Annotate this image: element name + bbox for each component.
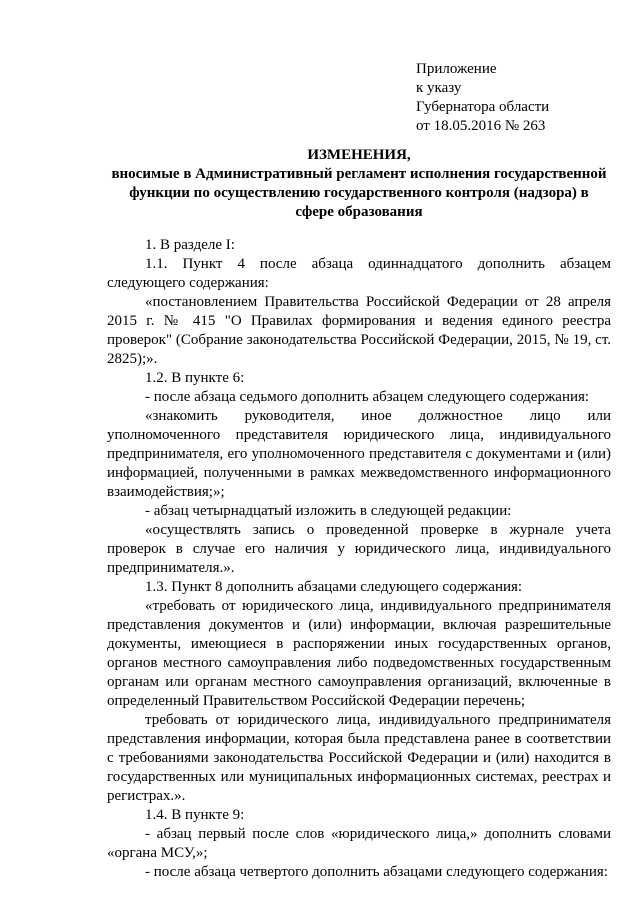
paragraph: - после абзаца четвертого дополнить абзацами следующего содержания: — [145, 864, 608, 880]
section-heading: 1. В разделе I: — [145, 237, 235, 253]
appendix-line: Губернатора области — [416, 99, 550, 115]
paragraph: «знакомить руководителя, иное должностное лицо или уполномоченного представителя юридического лица, индивидуального предпринимателя, его уполномоченного представителя с документами и (или) информацией, полученными в рамках межведомственного информационного взаимодействия;»; — [107, 408, 611, 500]
paragraph: - абзац четырнадцатый изложить в следующей редакции: — [145, 503, 512, 519]
paragraph: - абзац первый после слов «юридического лица,» дополнить словами «органа МСУ,»; — [107, 826, 611, 861]
document-body — [107, 236, 611, 882]
paragraph: 1.3. Пункт 8 дополнить абзацами следующего содержания: — [145, 579, 523, 595]
paragraph: 1.4. В пункте 9: — [145, 807, 245, 823]
document-title — [100, 146, 618, 222]
paragraph: - после абзаца седьмого дополнить абзацем следующего содержания: — [145, 389, 590, 405]
paragraph: «требовать от юридического лица, индивидуального предпринимателя представления документов и (или) информации, включая разрешительные документы, имеющиеся в распоряжении иных государственных органов, органов местного самоуправления либо подведомственных государственным органам или органам местного самоуправления организаций, включенные в определенный Правительством Российской Федерации перечень; — [107, 598, 611, 709]
title-line: ИЗМЕНЕНИЯ, — [307, 147, 411, 163]
title-line: вносимые в Административный регламент исполнения государственной — [111, 166, 607, 182]
title-line: сфере образования — [295, 204, 423, 220]
title-line: функции по осуществлению государственного контроля (надзора) в — [129, 185, 589, 201]
paragraph: требовать от юридического лица, индивидуального предпринимателя представления информации, которая была представлена ранее в соответствии с требованиями законодательства Российской Федерации и (или) находится в государственных или муниципальных информационных системах, реестрах и регистрах.». — [107, 712, 611, 804]
appendix-date-number: от 18.05.2016 № 263 — [416, 118, 546, 134]
appendix-line: Приложение — [416, 61, 497, 77]
paragraph: «осуществлять запись о проведенной проверке в журнале учета проверок в случае его наличия у юридического лица, индивидуального предпринимателя.». — [107, 522, 611, 576]
appendix-block — [416, 60, 616, 136]
paragraph: 1.2. В пункте 6: — [145, 370, 245, 386]
appendix-line: к указу — [416, 80, 462, 96]
paragraph: «постановлением Правительства Российской Федерации от 28 апреля 2015 г. № 415 "О Правилах формирования и ведения единого реестра проверок" (Собрание законодательства Российской Федерации, 2015, № 19, ст. 2825);». — [107, 294, 611, 367]
paragraph: 1.1. Пункт 4 после абзаца одиннадцатого дополнить абзацем следующего содержания: — [107, 256, 611, 291]
